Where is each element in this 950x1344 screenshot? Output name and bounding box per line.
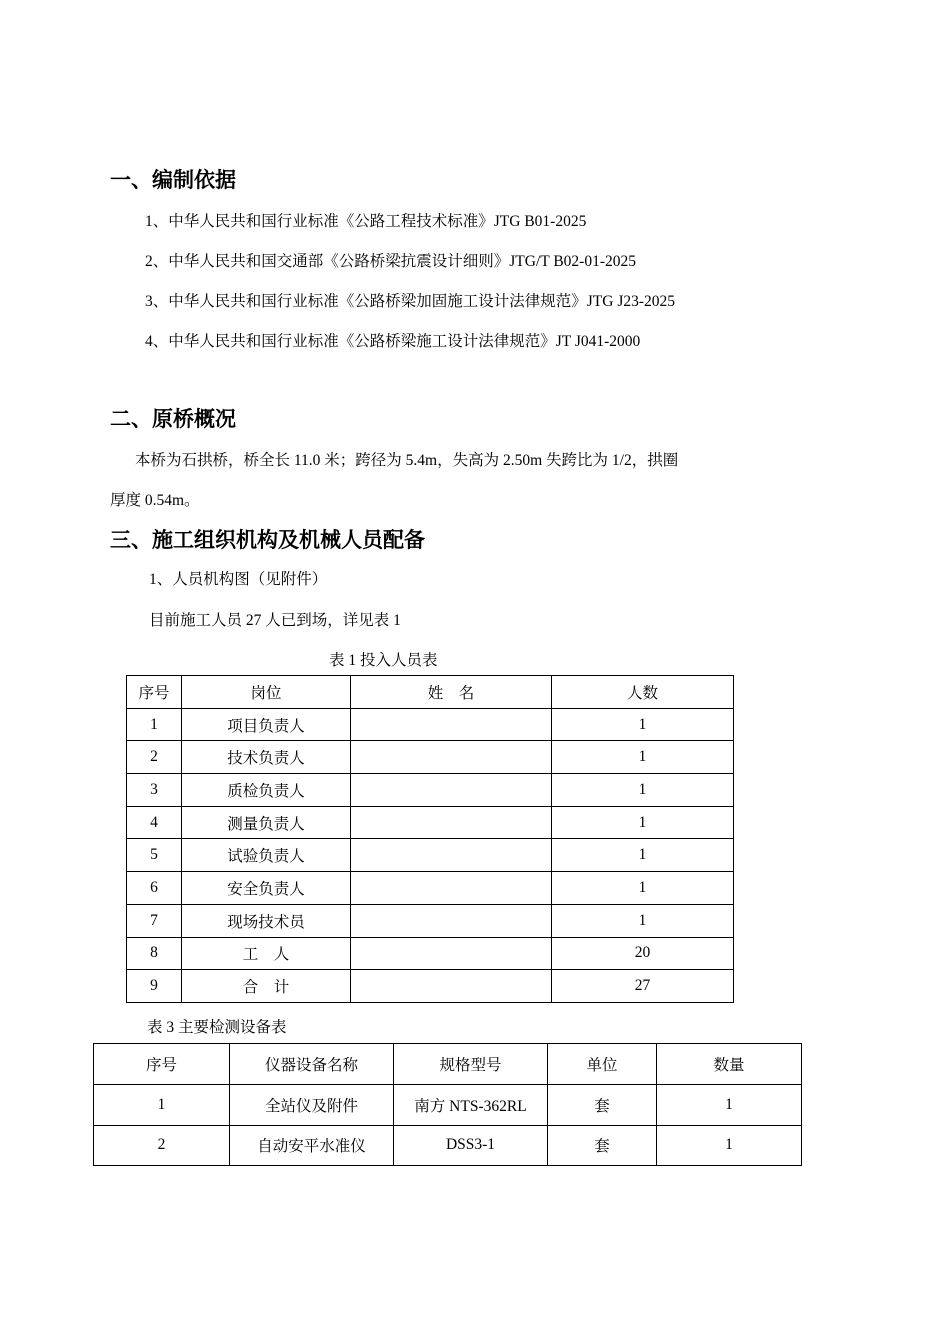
section-heading-basis: 一、编制依据 bbox=[110, 168, 236, 192]
table-cell: 9 bbox=[127, 970, 182, 1003]
personnel-table bbox=[126, 675, 734, 1003]
table-cell: 测量负责人 bbox=[182, 806, 351, 839]
table-cell: 1 bbox=[552, 708, 734, 741]
table-row bbox=[127, 872, 734, 905]
table-row bbox=[127, 904, 734, 937]
table-cell: 工 人 bbox=[182, 937, 351, 970]
staff-on-site-note: 目前施工人员 27 人已到场，详见表 1 bbox=[149, 612, 401, 629]
table-cell: 1 bbox=[657, 1084, 802, 1125]
table-cell bbox=[351, 774, 552, 807]
table-cell: 8 bbox=[127, 937, 182, 970]
table-cell: 试验负责人 bbox=[182, 839, 351, 872]
table-cell: 5 bbox=[127, 839, 182, 872]
header-cell: 序号 bbox=[127, 676, 182, 709]
overview-paragraph-line-1: 本桥为石拱桥，桥全长 11.0 米；跨径为 5.4m，失高为 2.50m 失跨比为 1/2，拱圈 bbox=[135, 452, 679, 469]
table-cell: 质检负责人 bbox=[182, 774, 351, 807]
table-cell bbox=[351, 806, 552, 839]
table-cell: 1 bbox=[552, 774, 734, 807]
table-cell bbox=[351, 904, 552, 937]
basis-item-1: 1、中华人民共和国行业标准《公路工程技术标准》JTG B01-2025 bbox=[145, 213, 587, 230]
table-cell: 1 bbox=[657, 1125, 802, 1166]
table-cell: 套 bbox=[548, 1125, 657, 1166]
header-cell: 姓 名 bbox=[351, 676, 552, 709]
table-cell: 合 计 bbox=[182, 970, 351, 1003]
table-cell: 技术负责人 bbox=[182, 741, 351, 774]
table-cell: 1 bbox=[552, 806, 734, 839]
table-cell: 项目负责人 bbox=[182, 708, 351, 741]
table-row bbox=[94, 1125, 802, 1166]
table-row bbox=[94, 1084, 802, 1125]
table-cell bbox=[351, 741, 552, 774]
table-cell: 2 bbox=[127, 741, 182, 774]
header-cell: 仪器设备名称 bbox=[230, 1044, 394, 1085]
section-heading-organization: 三、施工组织机构及机械人员配备 bbox=[110, 528, 425, 552]
table-header-row bbox=[127, 676, 734, 709]
header-cell: 数量 bbox=[657, 1044, 802, 1085]
table-row bbox=[127, 970, 734, 1003]
table-cell: 7 bbox=[127, 904, 182, 937]
table-cell bbox=[351, 872, 552, 905]
table-cell: 南方 NTS-362RL bbox=[394, 1084, 548, 1125]
table1-caption: 表 1 投入人员表 bbox=[329, 652, 438, 669]
table-cell: 4 bbox=[127, 806, 182, 839]
basis-item-2: 2、中华人民共和国交通部《公路桥梁抗震设计细则》JTG/T B02-01-2025 bbox=[145, 253, 636, 270]
header-cell: 单位 bbox=[548, 1044, 657, 1085]
org-chart-note: 1、人员机构图（见附件） bbox=[149, 571, 328, 588]
table-row bbox=[127, 774, 734, 807]
table-cell bbox=[351, 970, 552, 1003]
table-row bbox=[127, 937, 734, 970]
table-cell: 1 bbox=[552, 872, 734, 905]
table-cell: 1 bbox=[552, 904, 734, 937]
table-row bbox=[127, 741, 734, 774]
table-cell: 1 bbox=[552, 741, 734, 774]
table-row bbox=[127, 839, 734, 872]
table-cell: 1 bbox=[552, 839, 734, 872]
table-cell bbox=[351, 708, 552, 741]
table-cell: 自动安平水准仪 bbox=[230, 1125, 394, 1166]
table-cell: 套 bbox=[548, 1084, 657, 1125]
header-cell: 规格型号 bbox=[394, 1044, 548, 1085]
table-cell: 2 bbox=[94, 1125, 230, 1166]
basis-item-3: 3、中华人民共和国行业标准《公路桥梁加固施工设计法律规范》JTG J23-2025 bbox=[145, 293, 676, 310]
table-cell: 1 bbox=[127, 708, 182, 741]
table-cell: 1 bbox=[94, 1084, 230, 1125]
equipment-table bbox=[93, 1043, 802, 1166]
header-cell: 岗位 bbox=[182, 676, 351, 709]
table-cell: DSS3-1 bbox=[394, 1125, 548, 1166]
table-row bbox=[127, 708, 734, 741]
section-heading-overview: 二、原桥概况 bbox=[110, 407, 236, 431]
table-cell bbox=[351, 937, 552, 970]
table-cell: 20 bbox=[552, 937, 734, 970]
table-cell: 3 bbox=[127, 774, 182, 807]
overview-paragraph-line-2: 厚度 0.54m。 bbox=[110, 492, 200, 509]
table-cell: 安全负责人 bbox=[182, 872, 351, 905]
table-cell: 现场技术员 bbox=[182, 904, 351, 937]
table-cell: 全站仪及附件 bbox=[230, 1084, 394, 1125]
table3-caption: 表 3 主要检测设备表 bbox=[147, 1019, 287, 1036]
table-cell: 6 bbox=[127, 872, 182, 905]
basis-item-4: 4、中华人民共和国行业标准《公路桥梁施工设计法律规范》JT J041-2000 bbox=[145, 333, 641, 350]
table-cell bbox=[351, 839, 552, 872]
table-cell: 27 bbox=[552, 970, 734, 1003]
header-cell: 序号 bbox=[94, 1044, 230, 1085]
table-header-row bbox=[94, 1044, 802, 1085]
table-row bbox=[127, 806, 734, 839]
header-cell: 人数 bbox=[552, 676, 734, 709]
